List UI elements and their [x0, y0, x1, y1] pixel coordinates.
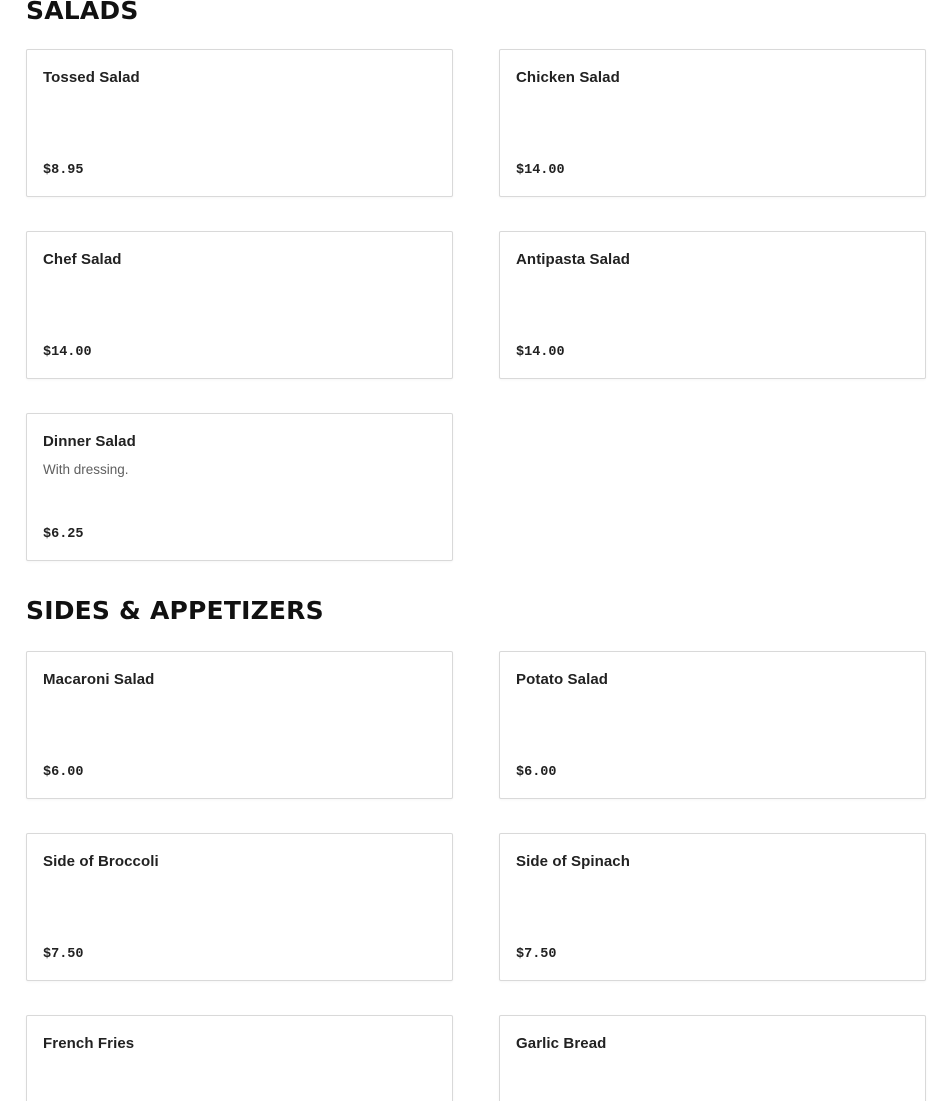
menu-item-card[interactable]	[26, 1015, 453, 1101]
menu-item-card[interactable]	[499, 651, 926, 799]
menu-item-price: $6.00	[516, 765, 557, 780]
menu-item-price: $14.00	[516, 345, 565, 360]
menu-item-card[interactable]	[499, 833, 926, 981]
menu-item-card[interactable]	[26, 833, 453, 981]
menu-item-card[interactable]	[499, 1015, 926, 1101]
menu-item-card[interactable]	[499, 231, 926, 379]
section-heading-sides-appetizers: SIDES & APPETIZERS	[26, 596, 324, 625]
menu-item-price: $14.00	[43, 345, 92, 360]
menu-item-description: With dressing.	[43, 462, 129, 477]
menu-item-price: $7.50	[43, 947, 84, 962]
menu-item-name: Chicken Salad	[516, 69, 620, 86]
menu-item-name: Tossed Salad	[43, 69, 140, 86]
menu-item-price: $7.50	[516, 947, 557, 962]
menu-item-name: Side of Spinach	[516, 853, 631, 870]
menu-item-name: Antipasta Salad	[516, 251, 631, 268]
menu-item-name: Side of Broccoli	[43, 853, 159, 870]
menu-item-card[interactable]	[26, 49, 453, 197]
menu-item-name: Garlic Bread	[516, 1035, 607, 1052]
menu-item-price: $14.00	[516, 163, 565, 178]
menu-item-name: Macaroni Salad	[43, 671, 155, 688]
menu-item-card[interactable]	[26, 413, 453, 561]
menu-item-name: Dinner Salad	[43, 433, 136, 450]
section-heading-salads: SALADS	[26, 0, 139, 25]
menu-item-name: Chef Salad	[43, 251, 122, 268]
menu-item-card[interactable]	[26, 231, 453, 379]
menu-item-price: $6.25	[43, 527, 84, 542]
menu-item-card[interactable]	[499, 49, 926, 197]
menu-item-card[interactable]	[26, 651, 453, 799]
menu-item-price: $8.95	[43, 163, 84, 178]
menu-item-name: Potato Salad	[516, 671, 609, 688]
menu-item-name: French Fries	[43, 1035, 135, 1052]
menu-item-price: $6.00	[43, 765, 84, 780]
